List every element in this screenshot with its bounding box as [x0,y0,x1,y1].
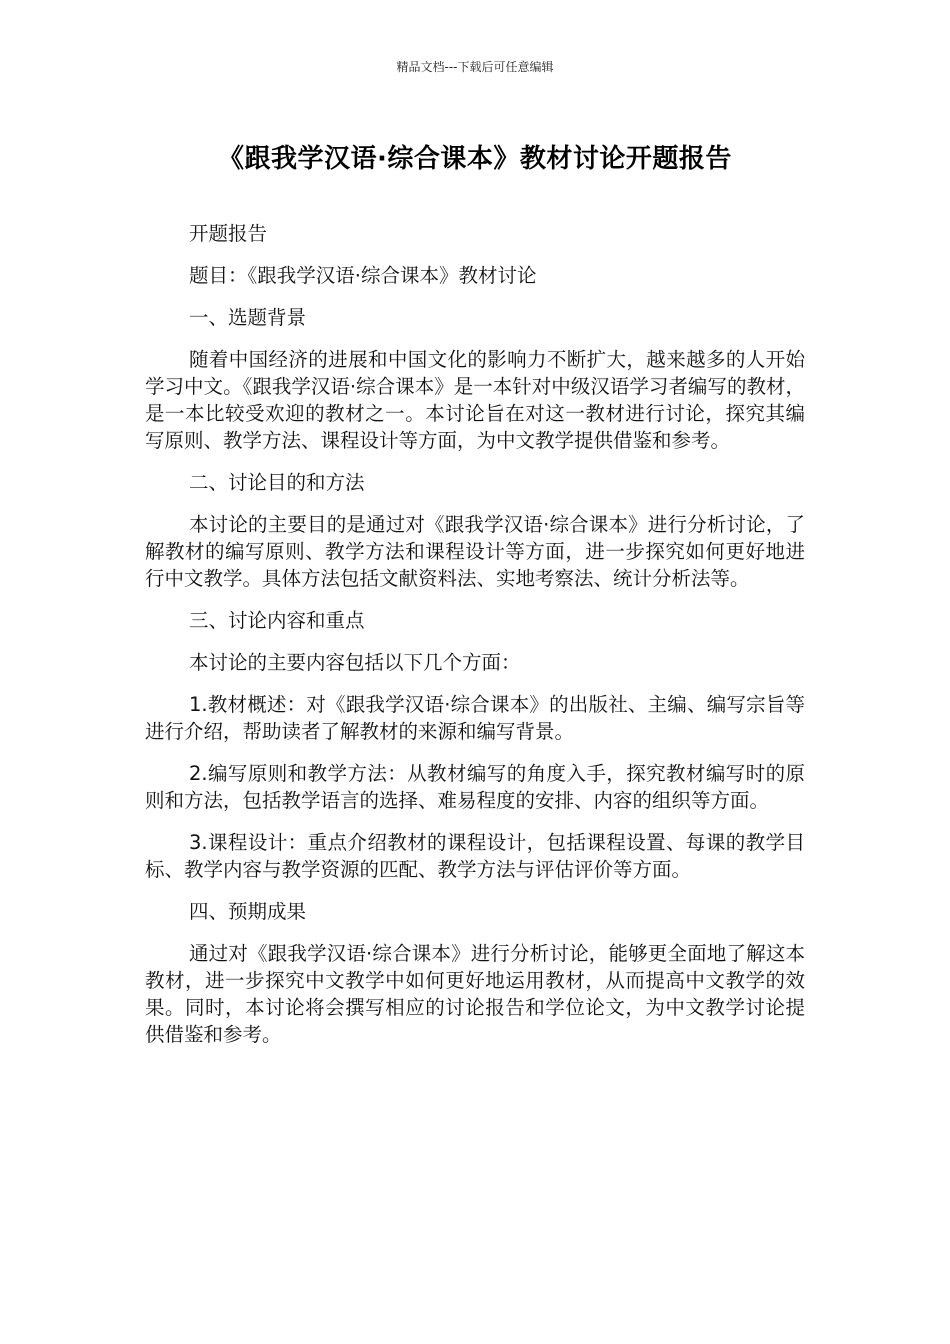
document-body [145,220,805,1063]
paragraph-topic: 题目：《跟我学汉语·综合课本》教材讨论 [189,264,537,287]
paragraph-purpose-method: 本讨论的主要目的是通过对《跟我学汉语·综合课本》进行分析讨论，了解教材的编写原则、教学方法和课程设计等方面，进一步探究如何更好地进行中文教学。具体方法包括文献资料法、实地考察法、统计分析法等。 [145,513,805,590]
paragraph-report-label: 开题报告 [189,222,268,245]
list-item-principles: 2.编写原则和教学方法：从教材编写的角度入手，探究教材编写时的原则和方法，包括教学语言的选择、难易程度的安排、内容的组织等方面。 [145,762,805,812]
heading-expected-results: 四、预期成果 [189,900,307,923]
heading-background: 一、选题背景 [189,306,307,329]
paragraph-background: 随着中国经济的进展和中国文化的影响力不断扩大，越来越多的人开始学习中文。《跟我学汉语·综合课本》是一本针对中级汉语学习者编写的教材，是一本比较受欢迎的教材之一。本讨论旨在对这一教材进行讨论，探究其编写原则、教学方法、课程设计等方面，为中文教学提供借鉴和参考。 [145,348,805,452]
heading-content-focus: 三、讨论内容和重点 [189,609,365,632]
list-item-course-design: 3.课程设计：重点介绍教材的课程设计，包括课程设置、每课的教学目标、教学内容与教学资源的匹配、教学方法与评估评价等方面。 [145,831,805,881]
paragraph-expected-results: 通过对《跟我学汉语·综合课本》进行分析讨论，能够更全面地了解这本教材，进一步探究中文教学中如何更好地运用教材，从而提高中文教学的效果。同时，本讨论将会撰写相应的讨论报告和学位论文，为中文教学讨论提供借鉴和参考。 [145,942,805,1046]
document-title: 《跟我学汉语·综合课本》教材讨论开题报告 [218,144,732,174]
paragraph-content-intro: 本讨论的主要内容包括以下几个方面： [189,651,521,674]
heading-purpose-method: 二、讨论目的和方法 [189,471,365,494]
list-item-overview: 1.教材概述：对《跟我学汉语·综合课本》的出版社、主编、编写宗旨等进行介绍，帮助读者了解教材的来源和编写背景。 [145,693,805,743]
header-note: 精品文档---下载后可任意编辑 [396,60,554,74]
